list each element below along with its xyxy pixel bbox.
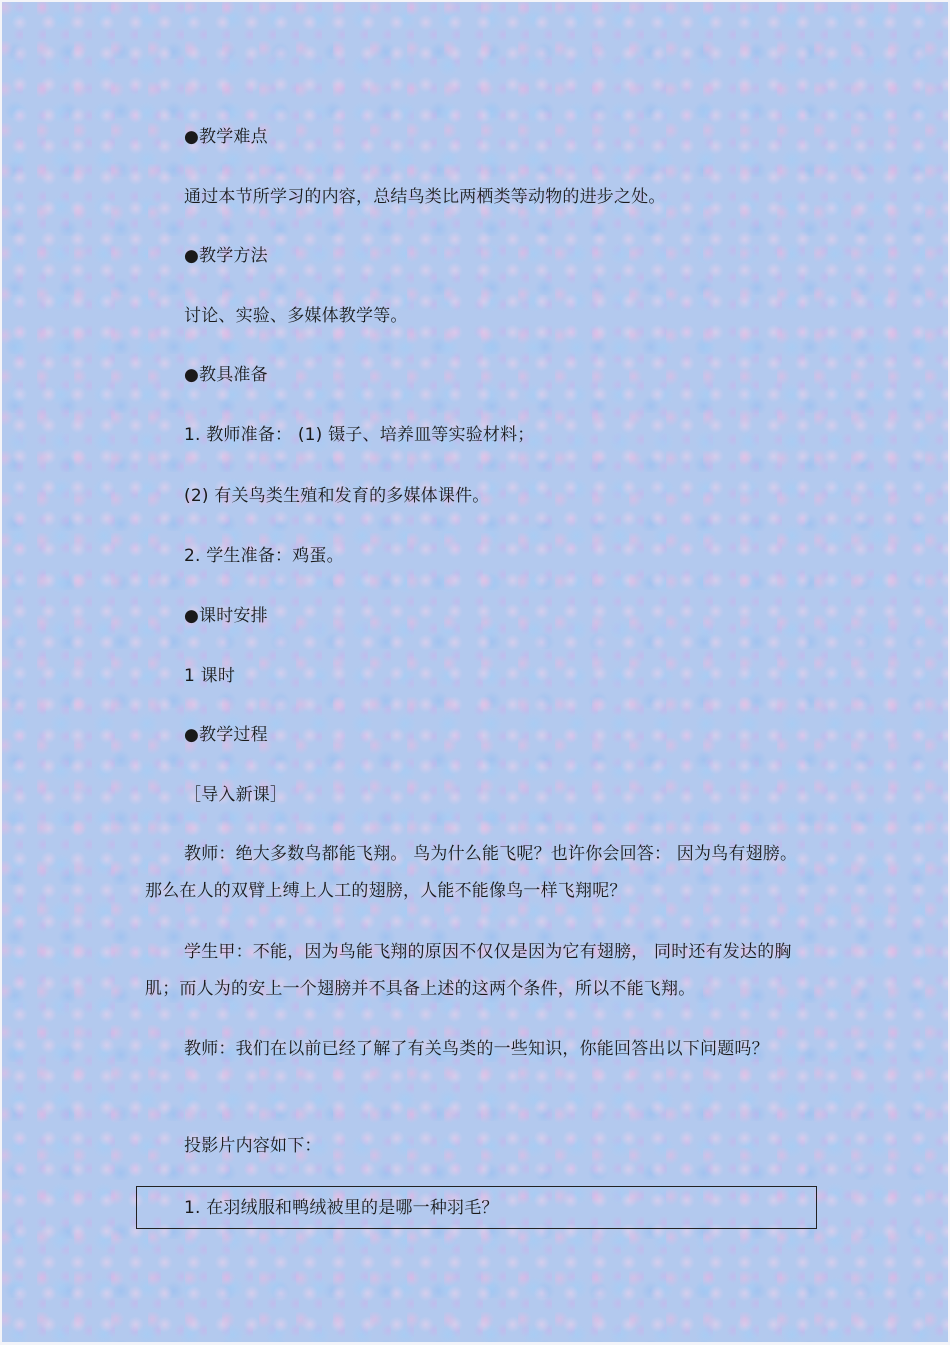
- tools-item-teacher-2: (2) 有关鸟类生殖和发育的多媒体课件。: [184, 486, 490, 506]
- student-a-paragraph: 学生甲：不能，因为鸟能飞翔的原因不仅仅是因为它有翅膀， 同时还有发达的胸肌；而人为的安上一个翅膀并不具备上述的这两个条件，所以不能飞翔。: [145, 942, 792, 999]
- tools-heading: ●教具准备: [184, 365, 268, 385]
- slide-intro: 投影片内容如下：: [184, 1136, 322, 1156]
- slide-question-box: [136, 1186, 817, 1229]
- teacher-paragraph-1: 教师：绝大多数鸟都能飞翔。 鸟为什么能飞呢？也许你会回答： 因为鸟有翅膀。那么在人的双臂上缚上人工的翅膀，人能不能像鸟一样飞翔呢？: [145, 844, 798, 901]
- teacher-paragraph-2: 教师：我们在以前已经了解了有关鸟类的一些知识，你能回答出以下问题吗？: [184, 1039, 769, 1059]
- tools-item-teacher: 1. 教师准备： (1) 镊子、培养皿等实验材料；: [184, 425, 535, 445]
- slide-question-1: 1. 在羽绒服和鸭绒被里的是哪一种羽毛？: [184, 1198, 499, 1218]
- method-heading: ●教学方法: [184, 246, 268, 266]
- process-heading: ●教学过程: [184, 725, 268, 745]
- difficulty-text: 通过本节所学习的内容，总结鸟类比两栖类等动物的进步之处。: [184, 187, 666, 207]
- schedule-heading: ●课时安排: [184, 606, 268, 626]
- difficulty-heading: ●教学难点: [184, 127, 268, 147]
- method-text: 讨论、实验、多媒体教学等。: [184, 306, 408, 326]
- intro-heading: ［导入新课］: [184, 785, 288, 805]
- schedule-text: 1 课时: [184, 666, 236, 686]
- tools-item-student: 2. 学生准备：鸡蛋。: [184, 546, 344, 566]
